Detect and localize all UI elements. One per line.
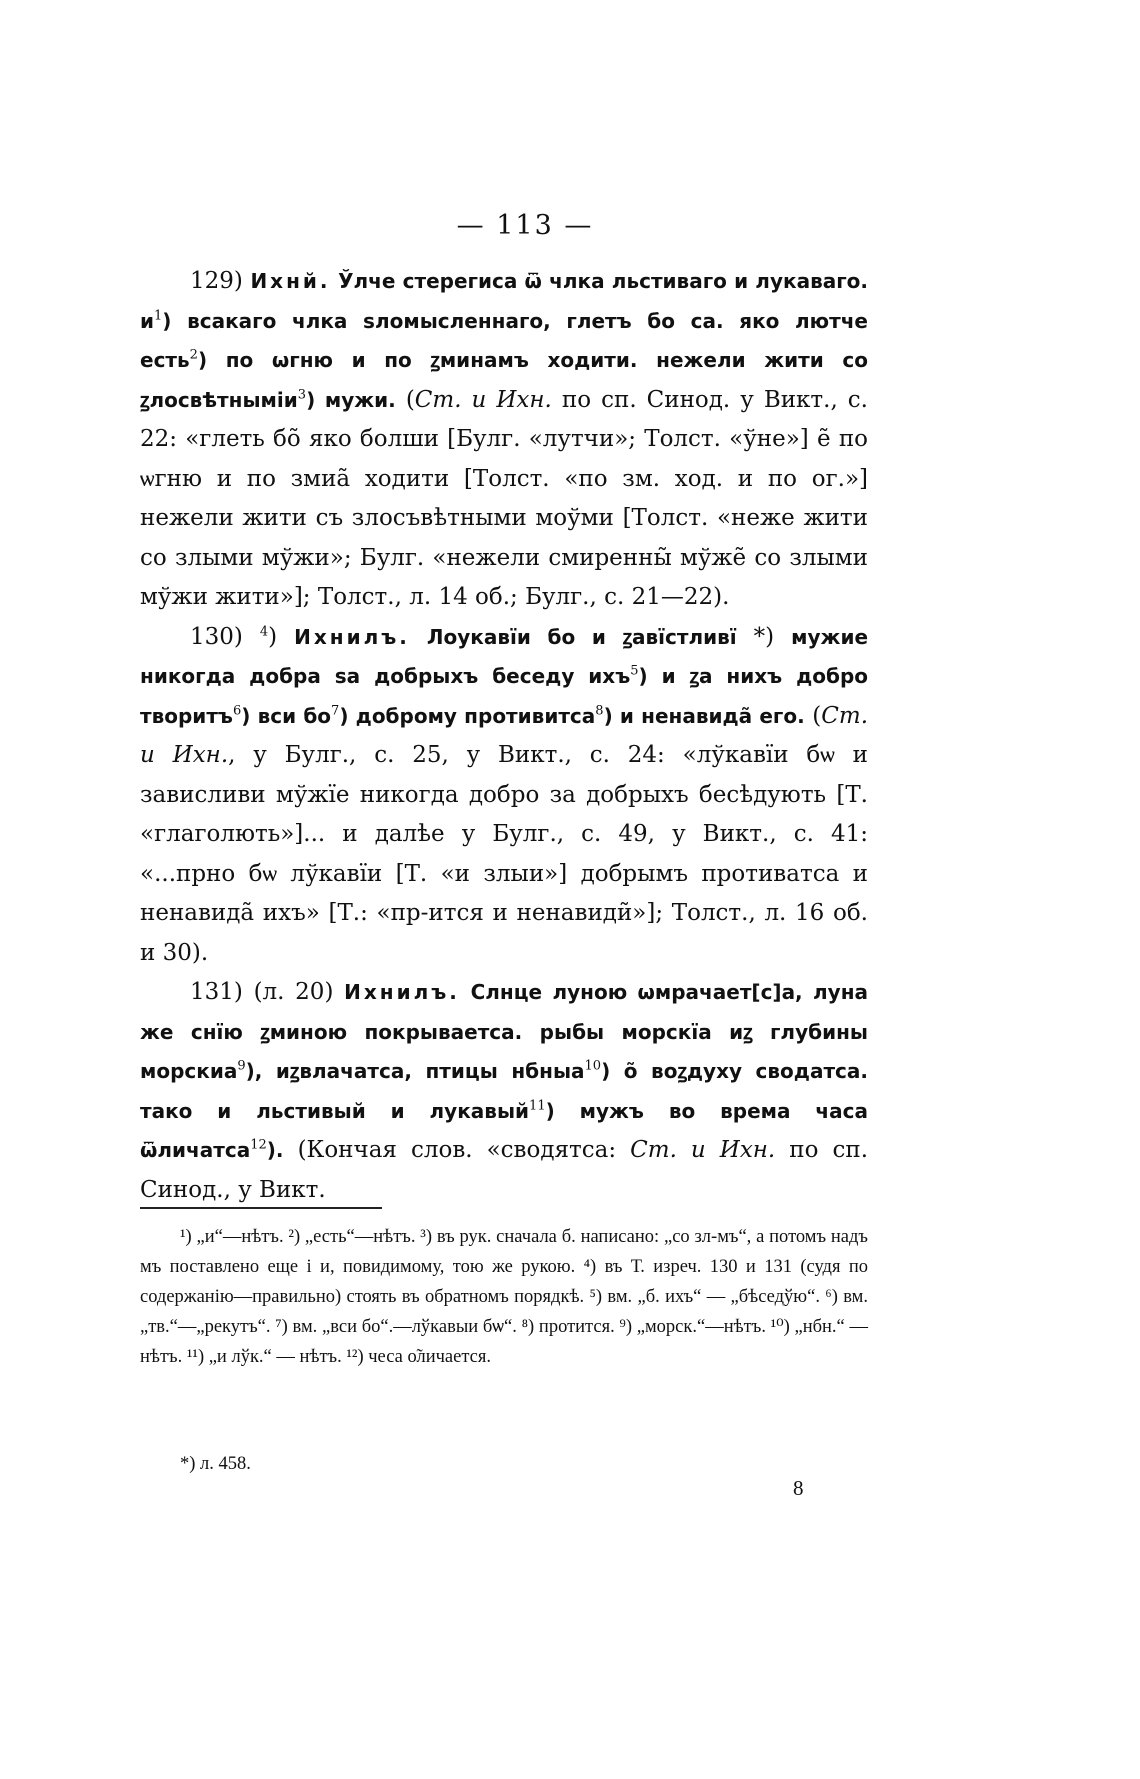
speaker-name: Ихнилъ. [344, 980, 460, 1004]
footnote-ref: 4 [259, 623, 269, 639]
footnote-ref: 3 [297, 386, 307, 402]
footnote-ref: 1 [154, 307, 163, 323]
footnote-ref: 2 [189, 347, 198, 363]
slavonic-text: ) по ѡгню и по ꙁминамъ ходити. нежели жити со ꙁлосвѣтныміи [140, 348, 868, 412]
saying-130: 130) $^4$) Ихнилъ. Лоукавїи бо и ꙁавїстливї *) мужие никогда добра sа добрыхъ беседу ихъ$^5$) и ꙁа нихъ добро творитъ$^6$) вси $бо^7$) доброму противитса$^8$) и ненавида̃ его. (Ст. и Ихн., у Булг., с. 25, у Викт., с. 24: «лўкавїи бѡ и зависливи мўжїе никогда добро за добрыхъ бесѣдують [Т. «глаголють»]... и далѣе у Булг., с. 49, у Викт., с. 41: «...прно бѡ лўкавїи [Т. «и злыи»] добрымъ противатса и ненавида̃ ихъ» [Т.: «пр-ится и ненавиди̃»]; Толст., л. 16 об. и 30). [140, 623, 869, 966]
slavonic-text: ). [266, 1138, 284, 1162]
commentary-text: по сп. Синод. у Викт., с. 22: «глеть бо̃ яко болши [Булг. «лутчи»; Толст. «ўне»] е̃ по ѡгню и по змиа̃ ходити [Толст. «по зм. ход. и по ог.»] нежели жити съ злосъвѣтными моўми [Толст. «неже жити со злыми мўжи»; Булг. «нежели смиренны̃ мўже̃ со злыми мўжи жити»]; Толст., л. 14 об.; Булг., с. 21—22). [140, 386, 868, 610]
slavonic-text: ) и ꙁа нихъ добро творитъ [140, 664, 868, 728]
slavonic-text: Ўлче стерегиса ѿ члка льстиваго и лукаваго. и [140, 269, 869, 333]
footnote-ref: 11 [529, 1097, 546, 1113]
commentary-text: по сп. Синод., у Викт. [140, 1137, 869, 1203]
star-footnote: *) л. 458. [180, 1454, 251, 1474]
slavonic-text: Слнце луною ѡмрачает[с]а, луна же снїю ꙁминою покрываетса. рыбы морскїа иꙁ глубины морскиа [140, 980, 869, 1083]
slavonic-text: мужие никогда добра sа добрыхъ беседу ихъ [140, 624, 869, 688]
source-abbrev: Ст. и Ихн. [414, 386, 552, 413]
slavonic-text: ) и ненавида̃ его. [603, 703, 805, 728]
source-abbrev: Ст. и Ихн. [630, 1137, 776, 1163]
commentary-text: ( [812, 702, 822, 729]
saying-number: 129) [190, 268, 243, 294]
commentary-text: (Кончая слов. «сводятса: [297, 1137, 617, 1163]
saying-131 [140, 973, 868, 1210]
footnote-rule [140, 1207, 382, 1209]
saying-129 [140, 262, 868, 618]
footnote-ref: 9 [237, 1058, 246, 1074]
slavonic-text: ) о̃ воꙁдуху сводатса. тако и льстивый и лукавый [140, 1059, 868, 1123]
speaker-name: Ихнилъ. [294, 624, 410, 649]
footnotes [140, 1222, 868, 1372]
slavonic-text: ) вси бо [241, 703, 332, 728]
speaker-name: Ихнй. [250, 269, 331, 293]
slavonic-text: ) всакаго члка sломысленнаго, глетъ бо са. яко лютче есть [140, 308, 868, 372]
star-ref: *) [753, 623, 775, 650]
commentary-text: ( [405, 386, 415, 413]
signature-mark: 8 [793, 1476, 804, 1500]
source-abbrev: Ст. и Ихн. [140, 702, 868, 768]
slavonic-text: ) доброму противитса [339, 703, 596, 728]
footnote-ref: 12 [250, 1137, 267, 1153]
slavonic-text: ) мужи. [306, 387, 396, 412]
main-text [140, 262, 868, 1210]
footnote-ref: 5 [630, 663, 639, 679]
slavonic-text: ), иꙁвлачатса, птицы нбныа [245, 1059, 585, 1083]
commentary-text: , у Булг., с. 25, у Викт., с. 24: «лўкавїи бѡ и зависливи мўжїе никогда добро за добрыхъ бесѣдують [Т. «глаголють»]... и далѣе у Булг., с. 49, у Викт., с. 41: «...прно бѡ лўкавїи [Т. «и злыи»] добрымъ противатса и ненавида̃ ихъ» [Т.: «пр-ится и ненавиди̃»]; Толст., л. 16 об. и 30). [140, 742, 868, 966]
footnote-ref: 8 [595, 702, 604, 718]
slavonic-text: Лоукавїи бо и ꙁавїстливї [426, 624, 737, 649]
leaf-ref: (л. 20) [253, 979, 334, 1005]
saying-number: 131) [190, 979, 243, 1005]
page-number: — 113 — [456, 210, 594, 241]
footnote-ref: 6 [232, 702, 242, 718]
footnote-ref: 10 [584, 1058, 602, 1074]
slavonic-text: ) мужъ во врема часа ѿличатса [140, 1098, 868, 1162]
footnote-ref: 7 [331, 702, 340, 718]
footnotes-text: ¹) „и“—нѣтъ. ²) „есть“—нѣтъ. ³) въ рук. сначала б. написано: „со зл-мъ“, а потомъ надъ мъ поставлено еще і и, повидимому, тою же рукою. ⁴) въ Т. изреч. 130 и 131 (судя по содержанію—правильно) стоять въ обратномъ порядкѣ. ⁵) вм. „б. ихъ“ — „бѣседўю“. ⁶) вм. „тв.“—„рекутъ“. ⁷) вм. „вси бо“.—лўкавыи бѡ“. ⁸) протится. ⁹) „морск.“—нѣтъ. ¹⁰) „нбн.“ — нѣтъ. ¹¹) „и лўк.“ — нѣтъ. ¹²) чеса о̃личается. [140, 1227, 868, 1367]
saying-number: 130) [190, 623, 243, 650]
